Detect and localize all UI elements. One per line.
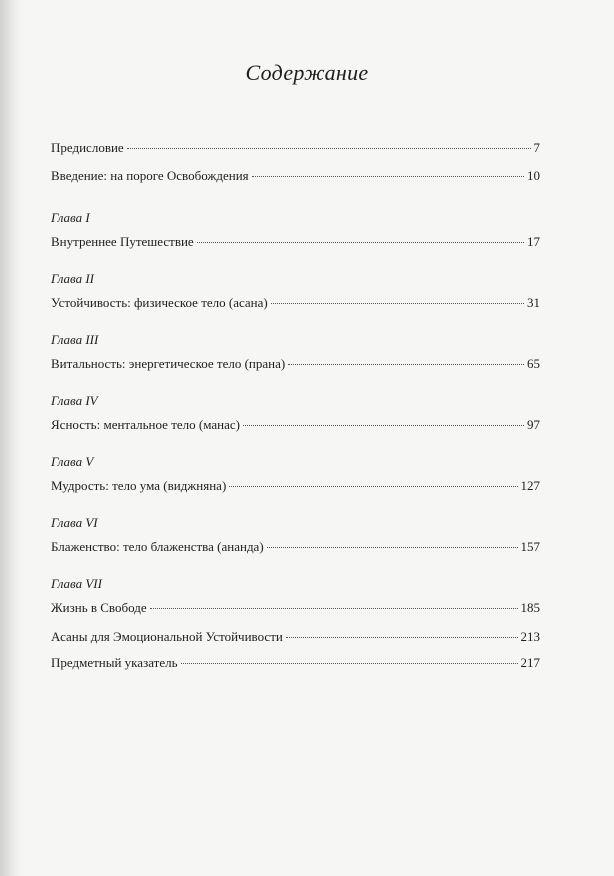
toc-entry-label: Мудрость: тело ума (виджняна) — [51, 478, 227, 493]
toc-entry-label: Витальность: энергетическое тело (прана) — [51, 356, 286, 371]
toc-entry-page: 97 — [527, 417, 540, 432]
toc-entry-page: 157 — [520, 539, 540, 554]
toc-entry-label: Блаженство: тело блаженства (ананда) — [51, 539, 264, 554]
toc-entry-page: 213 — [520, 629, 540, 644]
toc-entry-label: Ясность: ментальное тело (манас) — [51, 417, 240, 432]
toc-entry-page: 7 — [533, 140, 540, 155]
dot-leader — [229, 486, 517, 487]
toc-entry-label: Введение: на пороге Освобождения — [51, 168, 249, 183]
chapter-number: Глава IV — [51, 393, 98, 408]
toc-entry-page: 10 — [527, 168, 540, 183]
toc-chapter-7 — [51, 576, 540, 616]
toc-entry-introduction — [51, 168, 540, 184]
chapter-number: Глава VI — [51, 515, 98, 530]
dot-leader — [252, 176, 524, 177]
page-gutter-shadow — [0, 0, 22, 876]
toc-chapter-5 — [51, 454, 540, 494]
toc-entry-asanas — [51, 629, 540, 645]
toc-entry-label: Жизнь в Свободе — [51, 600, 147, 615]
chapter-number: Глава V — [51, 454, 94, 469]
dot-leader — [181, 663, 518, 664]
dot-leader — [127, 148, 531, 149]
toc-entry-label: Внутреннее Путешествие — [51, 234, 194, 249]
toc-entry-page: 185 — [520, 600, 540, 615]
page-title: Содержание — [245, 60, 369, 85]
toc-entry-preface — [51, 140, 540, 156]
toc-entry-label: Предметный указатель — [51, 655, 178, 670]
toc-entry-label: Устойчивость: физическое тело (асана) — [51, 295, 268, 310]
toc-entry-label: Предисловие — [51, 140, 124, 155]
chapter-number: Глава I — [51, 210, 90, 225]
dot-leader — [197, 242, 524, 243]
chapter-number: Глава VII — [51, 576, 102, 591]
toc-chapter-3 — [51, 332, 540, 372]
toc-entry-page: 65 — [527, 356, 540, 371]
dot-leader — [288, 364, 524, 365]
dot-leader — [271, 303, 524, 304]
dot-leader — [267, 547, 518, 548]
toc-entry-page: 31 — [527, 295, 540, 310]
dot-leader — [150, 608, 518, 609]
toc-entry-index — [51, 655, 540, 671]
chapter-number: Глава III — [51, 332, 99, 347]
toc-entry-page: 17 — [527, 234, 540, 249]
toc-entry-page: 127 — [520, 478, 540, 493]
dot-leader — [286, 637, 518, 638]
toc-entry-label: Асаны для Эмоциональной Устойчивости — [51, 629, 283, 644]
toc-chapter-2 — [51, 271, 540, 311]
toc-chapter-1 — [51, 210, 540, 250]
toc-chapter-4 — [51, 393, 540, 433]
toc-chapter-6 — [51, 515, 540, 555]
chapter-number: Глава II — [51, 271, 94, 286]
toc-entry-page: 217 — [520, 655, 540, 670]
dot-leader — [243, 425, 524, 426]
